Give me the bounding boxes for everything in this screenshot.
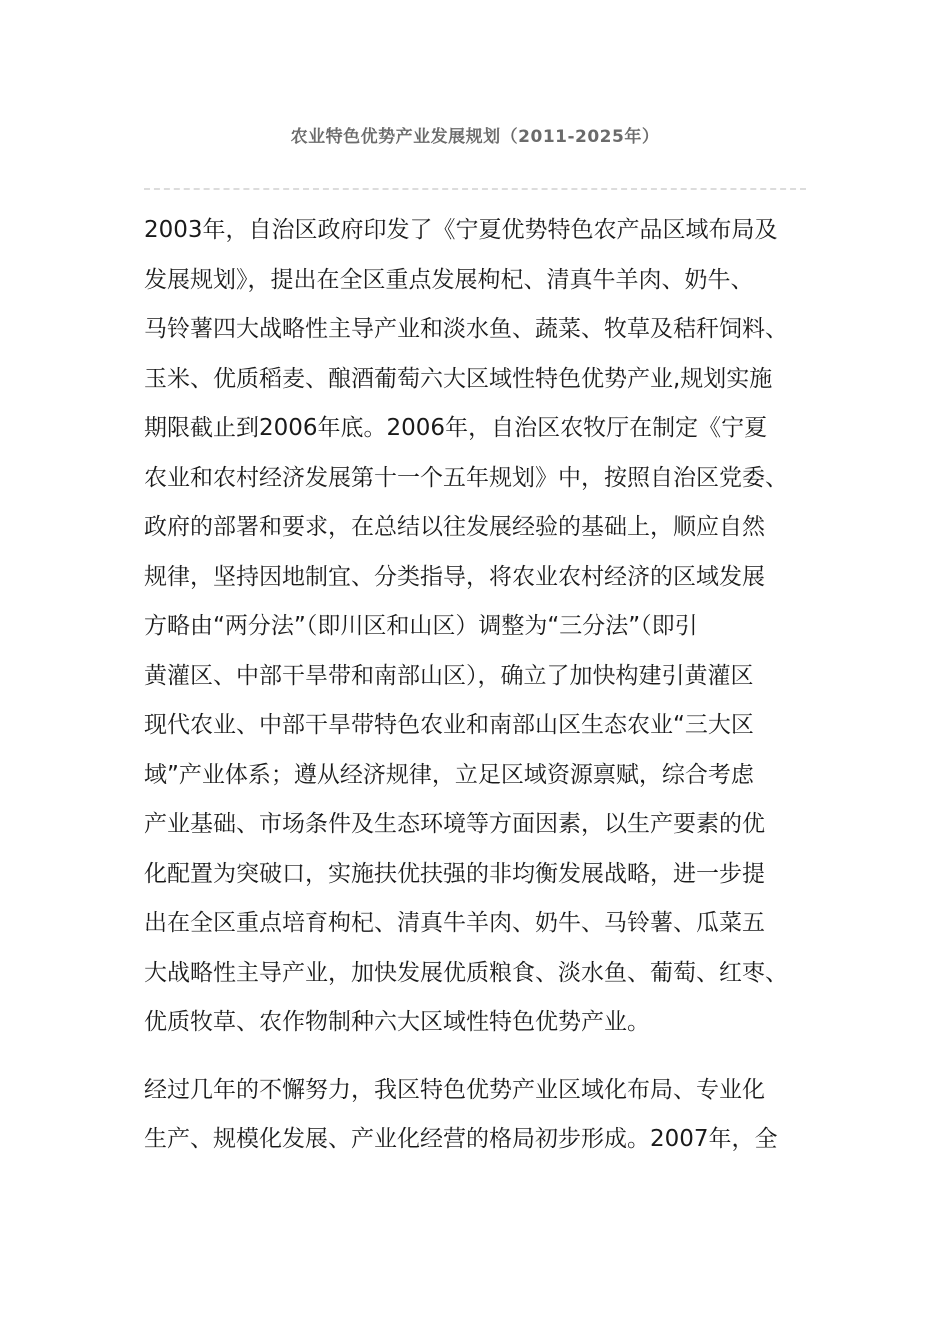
text-line: 方略由“两分法”（即川区和山区）调整为“三分法”（即引 <box>144 613 698 639</box>
text-line: 生产、规模化发展、产业化经营的格局初步形成。2007年，全 <box>144 1126 778 1152</box>
text-line: 域”产业体系；遵从经济规律，立足区域资源禀赋，综合考虑 <box>144 761 754 788</box>
text-line: 政府的部署和要求，在总结以往发展经验的基础上，顺应自然 <box>144 514 765 540</box>
text-line: 2003年，自治区政府印发了《宁夏优势特色农产品区域布局及 <box>144 217 778 243</box>
text-line: 现代农业、中部干旱带特色农业和南部山区生态农业“三大区 <box>144 712 754 738</box>
text-line: 农业和农村经济发展第十一个五年规划》中，按照自治区党委、 <box>144 464 788 491</box>
text-line: 马铃薯四大战略性主导产业和淡水鱼、蔬菜、牧草及秸秆饲料、 <box>144 316 788 342</box>
paragraph <box>144 206 806 1048</box>
text-line: 发展规划》，提出在全区重点发展枸杞、清真牛羊肉、奶牛、 <box>144 266 754 293</box>
document-body <box>144 206 806 1183</box>
text-line: 化配置为突破口，实施扶优扶强的非均衡发展战略，进一步提 <box>144 860 765 887</box>
text-line: 出在全区重点培育枸杞、清真牛羊肉、奶牛、马铃薯、瓜菜五 <box>144 910 765 936</box>
paragraph <box>144 1066 806 1165</box>
text-line: 大战略性主导产业，加快发展优质粮食、淡水鱼、葡萄、红枣、 <box>144 959 788 986</box>
document-title: 农业特色优势产业发展规划（2011-2025年） <box>290 127 660 147</box>
text-line: 黄灌区、中部干旱带和南部山区），确立了加快构建引黄灌区 <box>144 662 754 689</box>
text-line: 规律，坚持因地制宜、分类指导，将农业农村经济的区域发展 <box>144 563 765 590</box>
text-line: 期限截止到2006年底。2006年，自治区农牧厅在制定《宁夏 <box>144 415 768 441</box>
text-line: 经过几年的不懈努力，我区特色优势产业区域化布局、专业化 <box>144 1076 765 1103</box>
text-line: 玉米、优质稻麦、酿酒葡萄六大区域性特色优势产业,规划实施 <box>144 365 773 392</box>
text-line: 产业基础、市场条件及生态环境等方面因素，以生产要素的优 <box>144 811 765 837</box>
title-divider <box>144 188 806 190</box>
text-line: 优质牧草、农作物制种六大区域性特色优势产业。 <box>144 1009 650 1035</box>
